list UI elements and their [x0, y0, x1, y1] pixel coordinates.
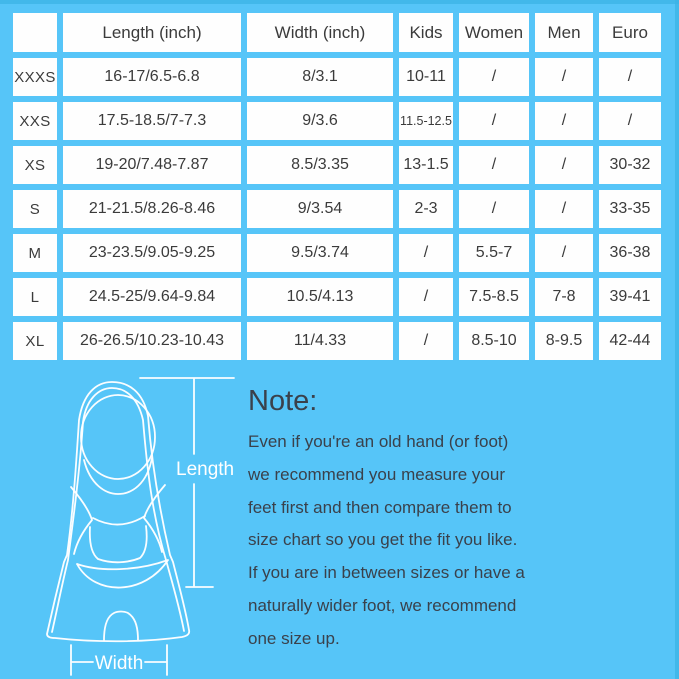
note-line: feet first and then compare them to	[248, 497, 512, 517]
cell-xs-kids: 13-1.5	[399, 146, 453, 184]
col-header-size	[13, 13, 57, 52]
cell-m-length: 23-23.5/9.05-9.25	[63, 234, 241, 272]
cell-xxs-kids: 11.5-12.5	[399, 102, 453, 140]
cell-xxs-width: 9/3.6	[247, 102, 393, 140]
length-label: Length	[176, 459, 235, 480]
row-label-xs: XS	[13, 146, 57, 184]
cell-xs-women: /	[459, 146, 529, 184]
cell-xxs-length: 17.5-18.5/7-7.3	[63, 102, 241, 140]
cell-s-width: 9/3.54	[247, 190, 393, 228]
cell-l-women: 7.5-8.5	[459, 278, 529, 316]
cell-xxxs-women: /	[459, 58, 529, 96]
fin-measurement-diagram	[0, 372, 240, 679]
col-header-men: Men	[535, 13, 593, 52]
cell-m-women: 5.5-7	[459, 234, 529, 272]
note-title: Note:	[248, 385, 318, 417]
cell-xl-euro: 42-44	[599, 322, 661, 360]
cell-m-width: 9.5/3.74	[247, 234, 393, 272]
row-label-xxs: XXS	[13, 102, 57, 140]
col-header-kids: Kids	[399, 13, 453, 52]
cell-s-men: /	[535, 190, 593, 228]
top-edge-shade	[0, 0, 679, 4]
cell-xl-kids: /	[399, 322, 453, 360]
fin-heel-arch	[104, 612, 138, 641]
cell-m-kids: /	[399, 234, 453, 272]
row-label-s: S	[13, 190, 57, 228]
length-dimension-lines	[140, 378, 234, 587]
row-label-xxxs: XXXS	[13, 58, 57, 96]
cell-xxxs-length: 16-17/6.5-6.8	[63, 58, 241, 96]
cell-l-men: 7-8	[535, 278, 593, 316]
row-label-m: M	[13, 234, 57, 272]
note-section	[248, 384, 668, 656]
note-line: Even if you're an old hand (or foot)	[248, 432, 509, 451]
cell-xl-width: 11/4.33	[247, 322, 393, 360]
cell-l-euro: 39-41	[599, 278, 661, 316]
cell-s-women: /	[459, 190, 529, 228]
fin-opening-rim	[84, 458, 152, 494]
cell-xl-men: 8-9.5	[535, 322, 593, 360]
cell-xxs-women: /	[459, 102, 529, 140]
width-label: Width	[94, 653, 144, 674]
cell-xs-length: 19-20/7.48-7.87	[63, 146, 241, 184]
right-edge-shade	[675, 0, 679, 679]
cell-l-width: 10.5/4.13	[247, 278, 393, 316]
note-line: we recommend you measure your	[248, 464, 506, 484]
cell-xxxs-kids: 10-11	[399, 58, 453, 96]
cell-xxxs-width: 8/3.1	[247, 58, 393, 96]
cell-s-length: 21-21.5/8.26-8.46	[63, 190, 241, 228]
cell-s-kids: 2-3	[399, 190, 453, 228]
col-header-women: Women	[459, 13, 529, 52]
col-header-width: Width (inch)	[247, 13, 393, 52]
note-line: If you are in between sizes or have a	[248, 563, 525, 583]
cell-xl-women: 8.5-10	[459, 322, 529, 360]
col-header-length: Length (inch)	[63, 13, 241, 52]
cell-m-men: /	[535, 234, 593, 272]
cell-l-kids: /	[399, 278, 453, 316]
size-chart-table	[13, 13, 661, 360]
cell-xxxs-men: /	[535, 58, 593, 96]
cell-xs-euro: 30-32	[599, 146, 661, 184]
cell-xl-length: 26-26.5/10.23-10.43	[63, 322, 241, 360]
note-line: naturally wider foot, we recommend	[248, 595, 517, 615]
cell-xs-width: 8.5/3.35	[247, 146, 393, 184]
cell-xxs-men: /	[535, 102, 593, 140]
row-label-xl: XL	[13, 322, 57, 360]
note-line: size chart so you get the fit you like.	[248, 530, 518, 550]
fin-sock-smile	[93, 516, 145, 525]
cell-xxxs-euro: /	[599, 58, 661, 96]
cell-xs-men: /	[535, 146, 593, 184]
cell-m-euro: 36-38	[599, 234, 661, 272]
cell-xxs-euro: /	[599, 102, 661, 140]
fin-sock-bowl	[90, 526, 147, 562]
fin-outer-outline	[47, 382, 189, 641]
note-line: one size up.	[248, 628, 340, 648]
fin-crescent-band	[77, 560, 168, 588]
col-header-euro: Euro	[599, 13, 661, 52]
row-label-l: L	[13, 278, 57, 316]
cell-s-euro: 33-35	[599, 190, 661, 228]
cell-l-length: 24.5-25/9.64-9.84	[63, 278, 241, 316]
